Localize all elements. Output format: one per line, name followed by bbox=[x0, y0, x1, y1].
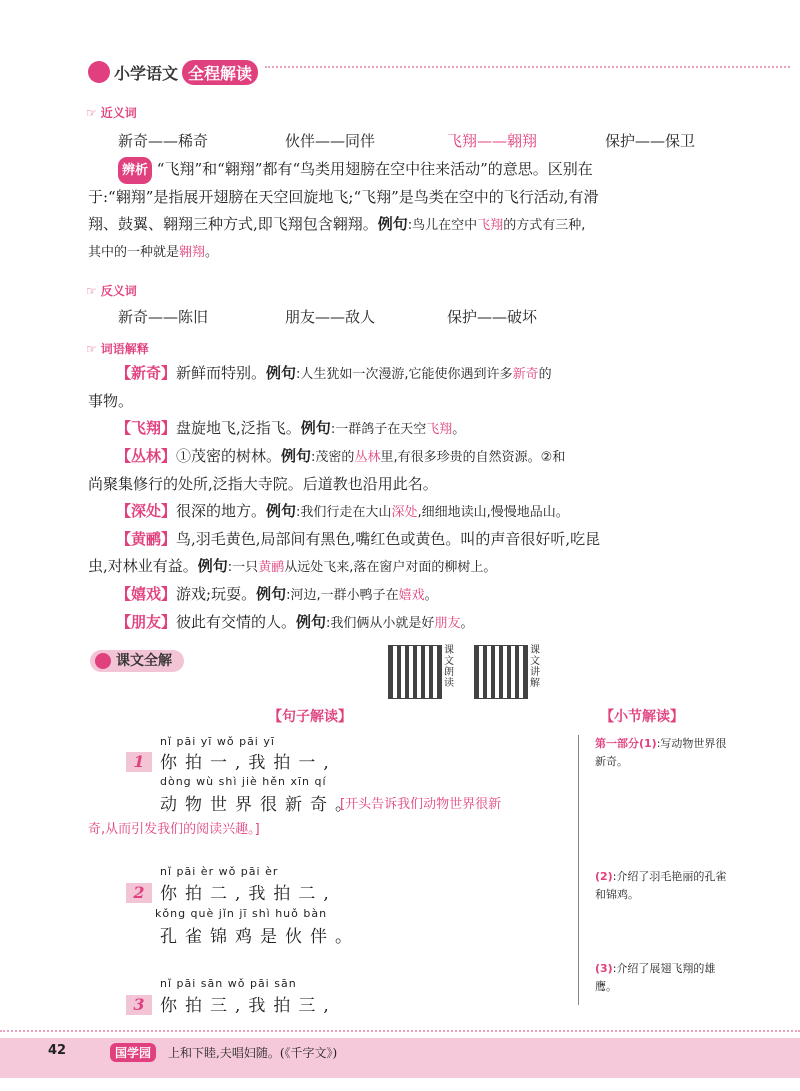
smiley-icon bbox=[95, 653, 111, 669]
hand-icon: ☞ bbox=[86, 283, 97, 298]
pinyin: nǐ pāi sān wǒ pāi sān bbox=[160, 977, 297, 990]
vocab-entry: 【丛林】①茂密的树林。例句:茂密的丛林里,有很多珍贵的自然资源。②和 bbox=[116, 447, 566, 465]
verse-note: 奇,从而引发我们的阅读兴趣。] bbox=[88, 822, 260, 837]
hand-icon: ☞ bbox=[86, 105, 97, 120]
brand-logo-icon bbox=[88, 61, 110, 83]
pinyin: dòng wù shì jiè hěn xīn qí bbox=[160, 775, 327, 788]
col-header-section: 【小节解读】 bbox=[600, 709, 684, 725]
vocab-entry-cont: 事物。 bbox=[88, 392, 134, 410]
antonyms-title: ☞ 反义词 bbox=[86, 283, 137, 298]
verse-line: 你拍三,我拍三, bbox=[160, 996, 337, 1016]
verse-number: 2 bbox=[126, 883, 152, 903]
qr-code-explain[interactable] bbox=[474, 645, 528, 699]
verse-line: 你拍一,我拍一, bbox=[160, 753, 337, 773]
brand-prefix: 小学语文 bbox=[114, 63, 179, 83]
synonym-pair: 伙伴——同伴 bbox=[285, 132, 376, 150]
footer-divider bbox=[0, 1030, 800, 1032]
qr-label: 课文朗读 bbox=[444, 645, 454, 689]
footer-quote: 上和下睦,夫唱妇随。(《千字文》) bbox=[168, 1046, 338, 1060]
example-term: 翱翔 bbox=[179, 245, 206, 260]
analysis-tag: 辨析 bbox=[118, 157, 152, 184]
example-term: 飞翔 bbox=[477, 218, 504, 233]
antonym-pair: 新奇——陈旧 bbox=[118, 308, 209, 326]
synonym-pair: 保护——保卫 bbox=[605, 132, 696, 150]
antonym-pair: 朋友——敌人 bbox=[285, 308, 376, 326]
analysis-text: “飞翔”和“翱翔”都有“鸟类用翅膀在空中往来活动”的意思。区别在 bbox=[156, 160, 593, 178]
column-divider bbox=[578, 735, 579, 1005]
section-note: (3):介绍了展翅飞翔的雄鹰。 bbox=[595, 962, 716, 993]
verse-line: 动物世界很新奇。 bbox=[160, 795, 360, 815]
brand-highlight: 全程解读 bbox=[182, 60, 258, 85]
hand-icon: ☞ bbox=[86, 341, 97, 356]
example-text: 。 bbox=[205, 245, 219, 260]
vocab-entry-cont: 虫,对林业有益。例句:一只黄鹂从远处飞来,落在窗户对面的柳树上。 bbox=[88, 557, 497, 575]
page-number: 42 bbox=[48, 1043, 67, 1058]
verse-number: 3 bbox=[126, 995, 152, 1015]
synonym-pair: 新奇——稀奇 bbox=[118, 132, 209, 150]
vocab-title: ☞ 词语解释 bbox=[86, 341, 149, 356]
header-divider bbox=[265, 66, 790, 71]
antonym-pair: 保护——破坏 bbox=[447, 308, 538, 326]
footer-badge: 国学园 bbox=[110, 1043, 156, 1062]
vocab-list bbox=[88, 360, 718, 637]
qr-label: 课文讲解 bbox=[530, 645, 540, 689]
vocab-entry: 【朋友】彼此有交情的人。例句:我们俩从小就是好朋友。 bbox=[116, 613, 474, 631]
verse-note: [开头告诉我们动物世界很新 bbox=[340, 797, 502, 812]
synonyms-title: ☞ 近义词 bbox=[86, 105, 137, 120]
qr-code-reading[interactable] bbox=[388, 645, 442, 699]
vocab-entry: 【黄鹂】鸟,羽毛黄色,局部间有黑色,嘴红色或黄色。叫的声音很好听,吃昆 bbox=[116, 530, 601, 548]
section-note: (2):介绍了羽毛艳丽的孔雀和锦鸡。 bbox=[595, 870, 727, 901]
header-brand bbox=[88, 58, 258, 86]
synonym-pair-highlight: 飞翔——翱翔 bbox=[447, 132, 538, 150]
example-label: 例句 bbox=[377, 215, 408, 233]
example-text: 的方式有三种, bbox=[503, 218, 586, 233]
analysis-text: 于:“翱翔”是指展开翅膀在天空回旋地飞;“飞翔”是鸟类在空中的飞行活动,有滑 bbox=[88, 188, 599, 206]
analysis-block bbox=[88, 156, 718, 266]
vocab-entry: 【飞翔】盘旋地飞,泛指飞。例句:一群鸽子在天空飞翔。 bbox=[116, 419, 466, 437]
pinyin: nǐ pāi yī wǒ pāi yī bbox=[160, 735, 275, 748]
pinyin: kǒng què jǐn jī shì huǒ bàn bbox=[155, 907, 328, 920]
pinyin: nǐ pāi èr wǒ pāi èr bbox=[160, 865, 279, 878]
example-text: :鸟儿在空中 bbox=[407, 218, 478, 233]
example-text: 其中的一种就是 bbox=[88, 245, 180, 260]
analysis-text: 翔、鼓翼、翱翔三种方式,即飞翔包含翱翔。 bbox=[88, 215, 378, 233]
vocab-entry: 【嬉戏】游戏;玩耍。例句:河边,一群小鸭子在嬉戏。 bbox=[116, 585, 438, 603]
verse-line: 孔雀锦鸡是伙伴。 bbox=[160, 927, 360, 947]
vocab-entry-cont: 尚聚集修行的处所,泛指大寺院。后道教也沿用此名。 bbox=[88, 475, 438, 493]
vocab-entry: 【新奇】新鲜而特别。例句:人生犹如一次漫游,它能使你遇到许多新奇的 bbox=[116, 364, 552, 382]
col-header-sentence: 【句子解读】 bbox=[268, 709, 352, 725]
verse-number: 1 bbox=[126, 752, 152, 772]
vocab-entry: 【深处】很深的地方。例句:我们行走在大山深处,细细地读山,慢慢地品山。 bbox=[116, 502, 569, 520]
section-note: 第一部分(1):写动物世界很新奇。 bbox=[595, 737, 727, 768]
verse-line: 你拍二,我拍二, bbox=[160, 884, 337, 904]
lesson-title: 课文全解 bbox=[90, 650, 184, 672]
